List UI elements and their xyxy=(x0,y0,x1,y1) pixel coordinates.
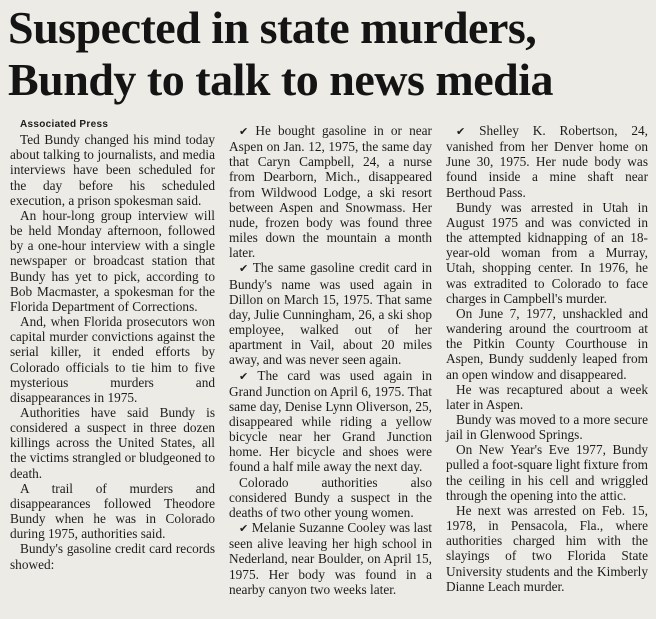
checkmark-icon: ✔ xyxy=(456,125,466,138)
paragraph: Bundy was moved to a more secure jail in Glenwood Springs. xyxy=(446,411,648,443)
byline: Associated Press xyxy=(20,119,109,130)
bullet-text: He bought gasoline in or near Aspen on Jan. 12, 1975, the same day that Caryn Campbell, 24, a nurse from Dearborn, Mich., disappeared from Wildwood Lodge, a ski resort between Aspen and Snowmass. Her nude, frozen body was found three miles down the mountain a month later. xyxy=(229,123,432,261)
paragraph: On New Year's Eve 1977, Bundy pulled a foot-square light fixture from the ceiling in his cell and wriggled through the opening into the attic. xyxy=(446,442,648,503)
checkmark-icon: ✔ xyxy=(239,125,249,138)
article-column-3 xyxy=(446,123,648,594)
headline xyxy=(8,2,652,106)
paragraph: Authorities have said Bundy is considered a suspect in three dozen killings across the United States, all the victims strangled or bludgeoned to death. xyxy=(10,404,215,481)
bullet-paragraph xyxy=(229,520,432,597)
paragraph: An hour-long group interview will be held Monday afternoon, followed by a one-hour interview with a single newspaper or broadcast station that Bundy has yet to pick, according to Bob Macmaster, a spokesman for the Florida Department of Corrections. xyxy=(10,207,215,314)
bullet-text: The same gasoline credit card in Bundy's name was used again in Dillon on March 15, 1975. That same day, Julie Cunningham, 26, a ski shop employee, walked out of her apartment in Vail, about 20 miles away, and was never seen again. xyxy=(229,260,432,368)
bullet-paragraph xyxy=(229,123,432,260)
paragraph: He was recaptured about a week later in Aspen. xyxy=(446,381,648,412)
paragraph: And, when Florida prosecutors won capital murder convictions against the serial killer, it ended efforts by Colorado officials to tie him to five mysterious murders and disappearances in 1975. xyxy=(10,314,215,405)
bullet-text: The card was used again in Grand Junction on April 6, 1975. That same day, Denise Lynn Oliverson, 25, disappeared while riding a yellow bicycle near her Grand Junction home. Her bicycle and shoes were found a half mile away the next day. xyxy=(229,367,432,475)
checkmark-icon: ✔ xyxy=(239,369,249,383)
bullet-paragraph xyxy=(229,368,432,475)
headline-line-2: Bundy to talk to news media xyxy=(8,54,553,105)
paragraph: Colorado authorities also considered Bundy a suspect in the deaths of two other young women. xyxy=(229,474,432,520)
bullet-paragraph xyxy=(229,260,432,367)
paragraph: Bundy was arrested in Utah in August 1975 and was convicted in the attempted kidnapping of an 18-year-old woman from a Murray, Utah, shopping center. In 1976, he was extradited to Colorado to face charges in Campbell's murder. xyxy=(446,199,648,306)
checkmark-icon: ✔ xyxy=(239,522,249,536)
paragraph: Ted Bundy changed his mind today about talking to journalists, and media interviews have been scheduled for the day before his scheduled execution, a prison spokesman said. xyxy=(10,132,215,208)
paragraph: Bundy's gasoline credit card records showed: xyxy=(10,541,215,572)
article-column-1 xyxy=(10,117,215,572)
bullet-text: Shelley K. Robertson, 24, vanished from her Denver home on June 30, 1975. Her nude body was found inside a mine shaft near Berthoud Pass. xyxy=(446,123,648,200)
bullet-text: Melanie Suzanne Cooley was last seen alive leaving her high school in Nederland, near Boulder, on April 15, 1975. Her body was found in a nearby canyon two weeks later. xyxy=(229,520,433,597)
paragraph: On June 7, 1977, unshackled and wandering around the courtroom at the Pitkin County Courthouse in Aspen, Bundy suddenly leaped from an open window and disappeared. xyxy=(446,305,648,382)
article-column-2 xyxy=(229,123,432,597)
headline-line-1: Suspected in state murders, xyxy=(8,2,537,53)
paragraph: A trail of murders and disappearances followed Theodore Bundy when he was in Colorado during 1975, authorities said. xyxy=(10,480,215,542)
checkmark-icon: ✔ xyxy=(239,262,249,276)
bullet-paragraph xyxy=(446,123,648,200)
paragraph: He next was arrested on Feb. 15, 1978, in Pensacola, Fla., where authorities charged him with the slayings of two Florida State University students and the Kimberly Dianne Leach murder. xyxy=(446,502,648,594)
